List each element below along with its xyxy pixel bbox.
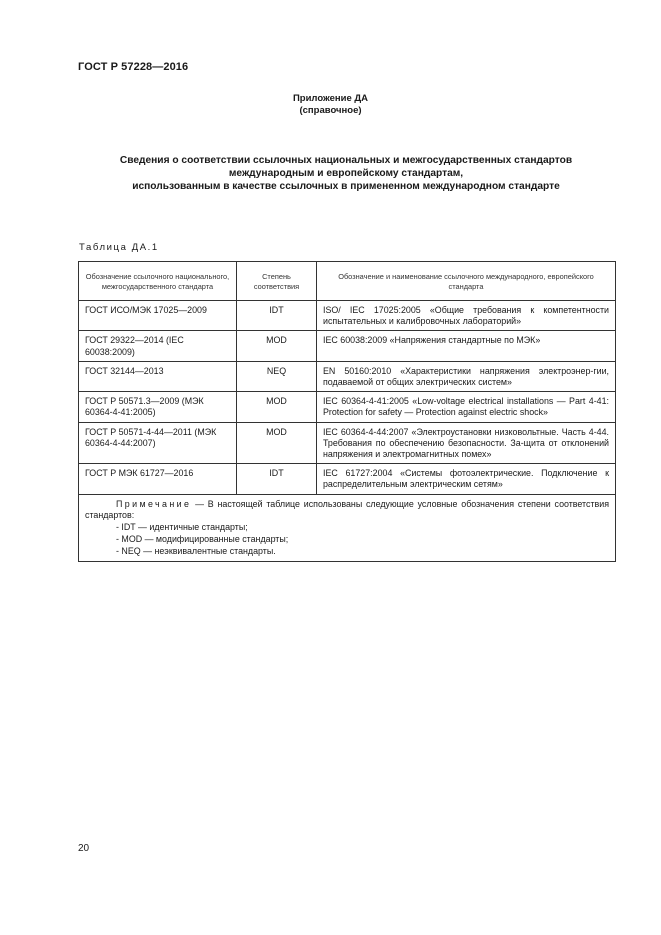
table-row	[79, 422, 616, 464]
note-item: - IDT — идентичные стандарты;	[116, 522, 248, 533]
cell-international: ISO/ IEC 17025:2005 «Общие требования к компетентности испытательных и калибровочных лабораторий»	[317, 301, 616, 331]
appendix-title: Приложение ДА	[292, 93, 369, 104]
cell-degree: MOD	[237, 331, 317, 361]
cell-degree: IDT	[237, 301, 317, 331]
table-row	[79, 392, 616, 422]
section-title	[60, 154, 632, 193]
table-note	[79, 494, 616, 561]
cell-international: IEC 60364-4-41:2005 «Low-voltage electrical installations — Part 4-41: Protection for safety — Protection against electric shock»	[317, 392, 616, 422]
cell-national: ГОСТ Р 50571.3—2009 (МЭК 60364-4-41:2005)	[79, 392, 237, 422]
standards-table	[78, 261, 616, 562]
page-number: 20	[78, 843, 90, 854]
header-degree: Степень соответствия	[237, 262, 317, 301]
cell-national: ГОСТ Р 50571-4-44—2011 (МЭК 60364-4-44:2007)	[79, 422, 237, 464]
document-id: ГОСТ Р 57228—2016	[78, 61, 189, 73]
title-line: международным и европейскому стандартам,	[228, 168, 464, 179]
cell-degree: IDT	[237, 464, 317, 494]
table-note-row	[79, 494, 616, 561]
table-header-row	[79, 262, 616, 301]
header-international-standard: Обозначение и наименование ссылочного международного, европейского стандарта	[317, 262, 616, 301]
title-line: Сведения о соответствии ссылочных национальных и межгосударственных стандартов	[119, 155, 573, 166]
title-line: использованным в качестве ссылочных в примененном международном стандарте	[132, 181, 560, 192]
note-item: - MOD — модифицированные стандарты;	[116, 534, 289, 545]
appendix-heading	[0, 93, 661, 117]
cell-degree: MOD	[237, 392, 317, 422]
note-label: Примечание	[116, 498, 192, 509]
note-intro	[85, 499, 609, 523]
cell-degree: NEQ	[237, 361, 317, 391]
cell-national: ГОСТ ИСО/МЭК 17025—2009	[79, 301, 237, 331]
table-row	[79, 331, 616, 361]
appendix-subtitle: (справочное)	[299, 105, 362, 116]
cell-international: IEC 60364-4-44:2007 «Электроустановки низковольтные. Часть 4-44. Требования по обеспечению безопасности. За-щита от отклонений напряжения и электромагнитных помех»	[317, 422, 616, 464]
cell-international: IEC 60038:2009 «Напряжения стандартные по МЭК»	[317, 331, 616, 361]
cell-national: ГОСТ Р МЭК 61727—2016	[79, 464, 237, 494]
note-text: — В настоящей таблице использованы следующие условные обозначения степени соответствия стандартов:	[85, 498, 610, 521]
table-row	[79, 464, 616, 494]
cell-degree: MOD	[237, 422, 317, 464]
cell-national: ГОСТ 32144—2013	[79, 361, 237, 391]
cell-international: EN 50160:2010 «Характеристики напряжения электроэнер-гии, подаваемой от общих электрических систем»	[317, 361, 616, 391]
table-caption: Таблица ДА.1	[79, 242, 159, 253]
cell-international: IEC 61727:2004 «Системы фотоэлектрические. Подключение к распределительным электрическим сетям»	[317, 464, 616, 494]
table-row	[79, 301, 616, 331]
header-national-standard: Обозначение ссылочного национального, межгосударственного стандарта	[79, 262, 237, 301]
note-item: - NEQ — неэквивалентные стандарты.	[116, 545, 276, 556]
table-row	[79, 361, 616, 391]
cell-national: ГОСТ 29322—2014 (IEC 60038:2009)	[79, 331, 237, 361]
